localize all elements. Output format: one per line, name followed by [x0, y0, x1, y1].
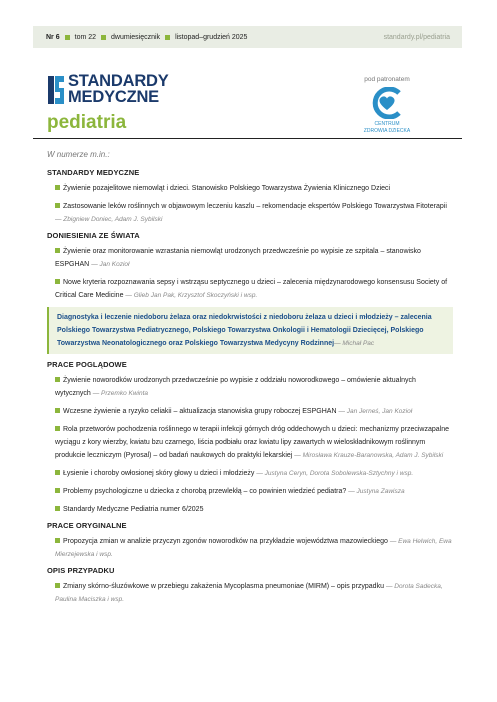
item-title: Nowe kryteria rozpoznawania sepsy i wstrząsu septycznego u dzieci – zalecenia międzynarodowego konsensusu Society of Critical Care Medicine: [55, 279, 448, 299]
bullet-square-icon: [55, 248, 60, 253]
site-link[interactable]: standardy.pl/pediatria: [383, 33, 450, 41]
list-item[interactable]: [47, 276, 453, 302]
issue-number: Nr 6: [46, 33, 60, 41]
bullet-square-icon: [55, 279, 60, 284]
item-authors: — Jan Jerneś, Jan Kozioł: [338, 408, 413, 415]
contents-list: [47, 150, 453, 611]
highlight-title: Diagnostyka i leczenie niedoboru żelaza oraz niedokrwistości z niedoboru żelaza u dzieci i młodzieży – zalecenia Polskiego Towarzystwa Pediatrycznego, Polskiego Towarzystwa Onkologii i Hematologii Dziecięcej, Polskiego Towarzystwa Neonatologicznego oraz Polskiego Towarzystwa Medycyny Rodzinnej: [57, 314, 432, 347]
list-item[interactable]: [47, 423, 453, 462]
section-title: PRACE POGLĄDOWE: [47, 360, 127, 369]
item-title: Żywienie oraz monitorowanie wzrastania niemowląt urodzonych przedwcześnie po wypisie ze szpitala – stanowisko ESPGHAN: [55, 248, 421, 268]
logo-mark-icon: [48, 74, 64, 106]
volume: tom 22: [74, 33, 97, 41]
contents-intro: W numerze m.in.:: [47, 150, 110, 159]
bullet-square-icon: [55, 583, 60, 588]
item-authors: — Jan Kozioł: [91, 261, 130, 268]
item-title: Rola przetworów pochodzenia roślinnego w terapii infekcji górnych dróg oddechowych u dzieci: mechanizmy przeciwzapalne wyciągu z kory wierzby, kwiatu bzu czarnego, liścia podbiału oraz kwiatu lipy zawartych w wieloskładnikowym roślinnym produkcie leczniczym (Pyrosal) – od badań naukowych do praktyki lekarskiej: [55, 426, 449, 459]
item-title: Problemy psychologiczne u dziecka z chorobą przewlekłą – co powinien wiedzieć pediatra?: [63, 488, 347, 495]
item-title: Żywienie pozajelitowe niemowląt i dzieci. Stanowisko Polskiego Towarzystwa Żywienia Klinicznego Dzieci: [63, 185, 391, 192]
item-title: Wczesne żywienie a ryzyko celiakii – aktualizacja stanowiska grupy roboczej ESPGHAN: [63, 408, 337, 415]
list-item[interactable]: [47, 405, 453, 418]
list-item[interactable]: [47, 200, 453, 226]
item-title: Zmiany skórno-śluzówkowe w przebiegu zakażenia Mycoplasma pneumoniae (MIRM) – opis przypadku: [63, 583, 384, 590]
top-bar: [33, 26, 462, 48]
item-authors: — Przemko Kwinta: [92, 390, 149, 397]
list-item[interactable]: [47, 535, 453, 561]
bullet-square-icon: [101, 35, 106, 40]
bullet-square-icon: [55, 408, 60, 413]
brand-line-1: STANDARDY: [68, 72, 169, 90]
section-title: STANDARDY MEDYCZNE: [47, 168, 140, 177]
item-authors: — Ewa Helwich, Ewa Mierzejewska i wsp.: [55, 538, 452, 558]
list-item[interactable]: [47, 503, 453, 516]
item-authors: — Dorota Sadecka, Paulina Maciszka i wsp.: [55, 583, 443, 603]
heart-c-logo-icon: [369, 87, 405, 119]
list-item[interactable]: [47, 580, 453, 606]
item-authors: — Glieb Jan Pak, Krzysztof Skoczyński i wsp.: [125, 292, 258, 299]
patron-name-2: ZDROWIA DZIECKA: [363, 128, 411, 134]
bullet-square-icon: [55, 203, 60, 208]
list-item[interactable]: [47, 467, 453, 480]
bullet-square-icon: [55, 488, 60, 493]
bullet-square-icon: [55, 426, 60, 431]
bullet-square-icon: [55, 185, 60, 190]
item-authors: — Justyna Ceryn, Dorota Sobolewska-Sztychny i wsp.: [256, 470, 414, 477]
highlight-authors: — Michał Pac: [334, 340, 375, 347]
list-item[interactable]: [47, 245, 453, 271]
list-item[interactable]: [47, 485, 453, 498]
patron-name-1: CENTRUM: [374, 121, 400, 127]
frequency: dwumiesięcznik: [111, 33, 161, 41]
patronage-label: pod patronatem: [364, 76, 410, 83]
bullet-square-icon: [55, 538, 60, 543]
list-item[interactable]: [47, 374, 453, 400]
item-title: Zastosowanie leków roślinnych w objawowym leczeniu kaszlu – rekomendacje ekspertów Polskiego Towarzystwa Fitoterapii: [63, 203, 447, 210]
item-title: Propozycja zmian w analizie przyczyn zgonów noworodków na przykładzie województwa mazowieckiego: [63, 538, 388, 545]
item-authors: — Mirosława Krauze-Baranowska, Adam J. Sybilski: [294, 452, 444, 459]
item-title: Łysienie i choroby owłosionej skóry głowy u dzieci i młodzieży: [63, 470, 255, 477]
bullet-square-icon: [165, 35, 170, 40]
item-authors: — Zbigniew Doniec, Adam J. Sybilski: [55, 216, 163, 223]
highlighted-article[interactable]: [47, 307, 453, 354]
section-title: PRACE ORYGINALNE: [47, 521, 127, 530]
brand-logo: [48, 74, 198, 108]
item-authors: — Justyna Zawisza: [348, 488, 405, 495]
brand-line-2: MEDYCZNE: [68, 88, 159, 106]
bullet-square-icon: [55, 470, 60, 475]
bullet-square-icon: [55, 506, 60, 511]
patronage-block: [355, 76, 419, 135]
bullet-square-icon: [65, 35, 70, 40]
item-title: Żywienie noworodków urodzonych przedwcześnie po wypisie z oddziału noworodkowego – omówienie aktualnych wytycznych: [55, 377, 416, 397]
section-title: OPIS PRZYPADKU: [47, 566, 115, 575]
header-divider: [33, 138, 462, 139]
period: listopad–grudzień 2025: [175, 33, 248, 41]
item-title: Standardy Medyczne Pediatria numer 6/2025: [63, 506, 204, 513]
journal-subtitle: pediatria: [47, 112, 127, 133]
list-item[interactable]: [47, 182, 453, 195]
section-title: DONIESIENIA ZE ŚWIATA: [47, 231, 140, 240]
bullet-square-icon: [55, 377, 60, 382]
